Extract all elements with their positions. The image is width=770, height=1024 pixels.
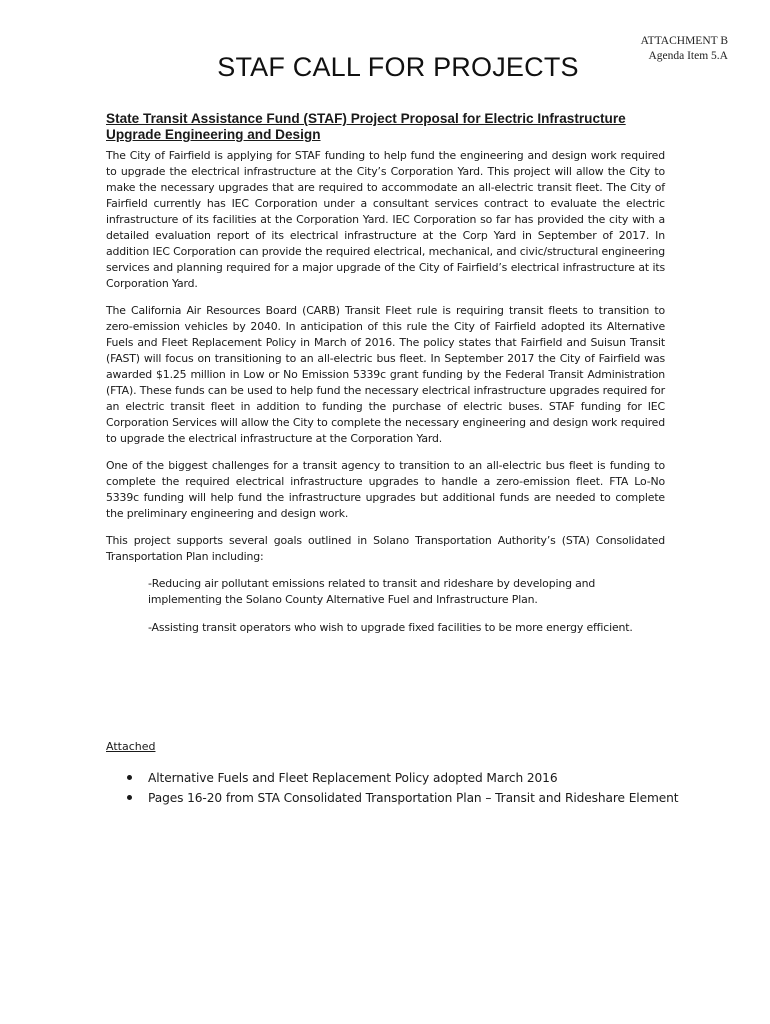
goal-item-facilities: -Assisting transit operators who wish to upgrade fixed facilities to be more energy efficient.	[148, 621, 633, 634]
attached-item-text: Alternative Fuels and Fleet Replacement Policy adopted March 2016	[148, 771, 558, 785]
paragraph-funding-challenge: One of the biggest challenges for a transit agency to transition to an all-electric bus fleet is funding to complete the required electrical infrastructure upgrades to handle a zero-emission fleet. FTA Lo-No 5339c funding will help fund the infrastructure upgrades but additional funds are needed to complete the preliminary engineering and design work.	[106, 459, 665, 520]
attached-item-policy	[106, 768, 706, 788]
page-title-text: STAF CALL FOR PROJECTS	[217, 52, 579, 82]
attached-heading: Attached	[106, 740, 156, 753]
section-heading: State Transit Assistance Fund (STAF) Project Proposal for Electric Infrastructure Upgrade Engineering and Design	[106, 111, 626, 142]
attached-list	[106, 768, 706, 808]
attached-item-text: Pages 16-20 from STA Consolidated Transportation Plan – Transit and Rideshare Element	[148, 791, 679, 805]
goal-item-emissions: -Reducing air pollutant emissions related to transit and rideshare by developing and implementing the Solano County Alternative Fuel and Infrastructure Plan.	[148, 577, 596, 606]
agenda-item-label: Agenda Item 5.A	[648, 50, 728, 62]
page-title	[0, 52, 770, 83]
paragraph-sta-goals-intro: This project supports several goals outlined in Solano Transportation Authority’s (STA) Consolidated Transportation Plan including:	[106, 534, 665, 563]
bullet-icon	[127, 795, 132, 800]
bullet-icon	[127, 775, 132, 780]
paragraph-project-overview: The City of Fairfield is applying for STAF funding to help fund the engineering and design work required to upgrade the electrical infrastructure at the City’s Corporation Yard. This project will allow the City to make the necessary upgrades that are required to accommodate an all-electric transit fleet. The City of Fairfield currently has IEC Corporation under a consultant services contract to evaluate the electric infrastructure of its facilities at the Corporation Yard. IEC Corporation so far has provided the city with a detailed evaluation report of its electrical infrastructure at the Corp Yard in September of 2017. In addition IEC Corporation can provide the required electrical, mechanical, and civic/structural engineering services and planning required for a major upgrade of the City of Fairfield’s electrical infrastructure at its Corporation Yard.	[106, 149, 665, 290]
attached-item-plan-pages	[106, 788, 706, 808]
document-body	[106, 111, 665, 648]
paragraph-carb-rule: The California Air Resources Board (CARB) Transit Fleet rule is requiring transit fleets to transition to zero-emission vehicles by 2040. In anticipation of this rule the City of Fairfield adopted its Alternative Fuels and Fleet Replacement Policy in March of 2016. The policy states that Fairfield and Suisun Transit (FAST) will focus on transitioning to an all-electric bus fleet. In September 2017 the City of Fairfield was awarded $1.25 million in Low or No Emission 5339c grant funding by the Federal Transit Administration (FTA). These funds can be used to help fund the necessary electrical infrastructure upgrades required for an electric transit fleet in addition to funding the purchase of electric buses. STAF funding for IEC Corporation Services will allow the City to complete the necessary engineering and design work required to upgrade the electrical infrastructure at the Corporation Yard.	[106, 304, 665, 445]
attachment-label: ATTACHMENT B	[640, 35, 728, 47]
